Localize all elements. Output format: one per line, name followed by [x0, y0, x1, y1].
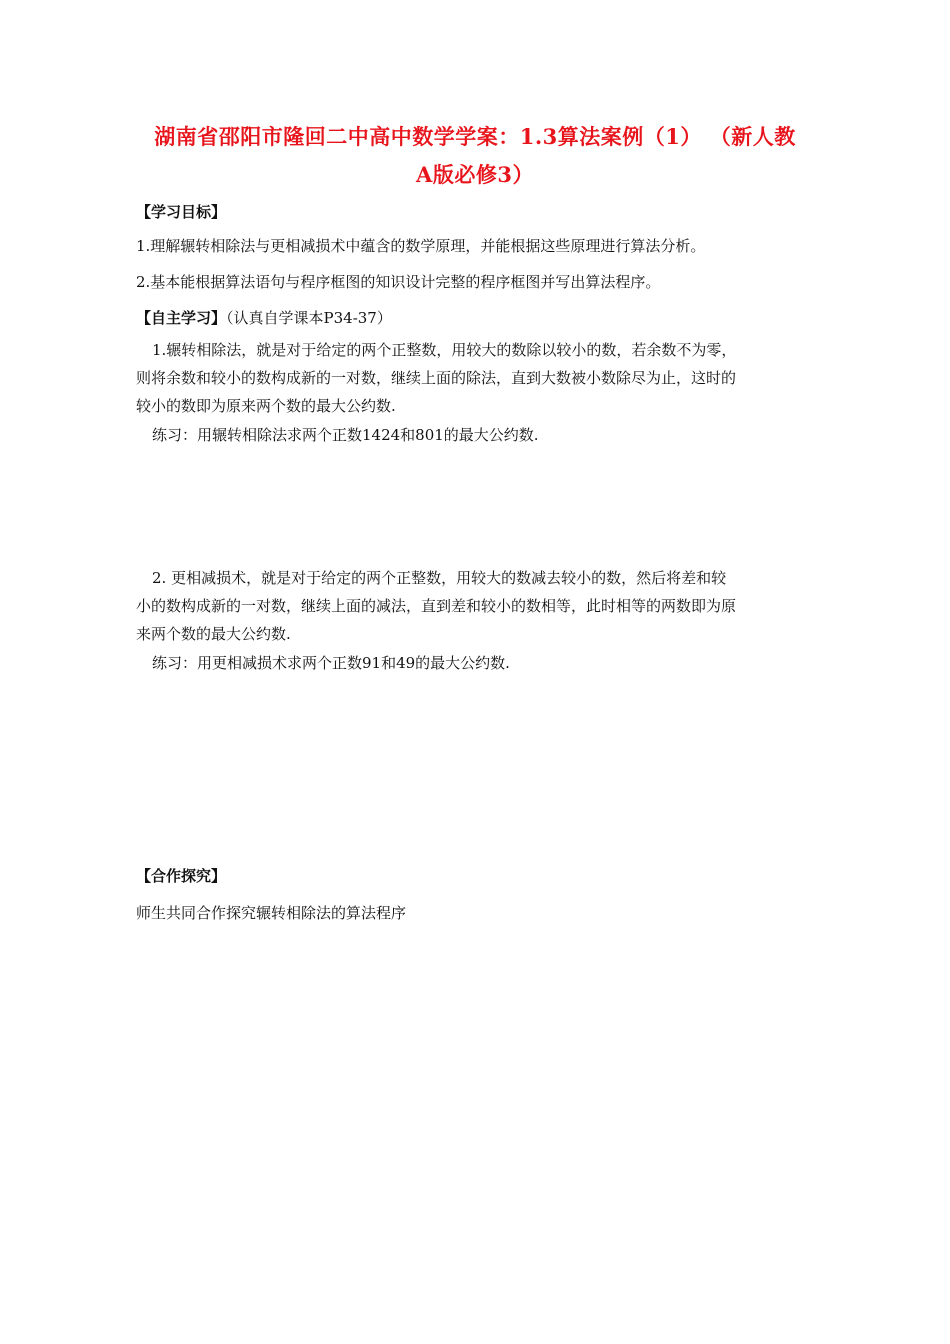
cooperation-text: 师生共同合作探究辗转相除法的算法程序: [136, 904, 407, 922]
exercise-1: 练习：用辗转相除法求两个正数1424和801的最大公约数.: [152, 426, 539, 444]
self-study-heading-text: 【自主学习】: [136, 309, 227, 327]
goal-item-2: 2.基本能根据算法语句与程序框图的知识设计完整的程序框图并写出算法程序。: [136, 273, 661, 291]
paragraph-1-line-1: 1.辗转相除法，就是对于给定的两个正整数，用较大的数除以较小的数，若余数不为零，: [152, 341, 737, 359]
section-heading-cooperation: 【合作探究】: [136, 867, 227, 885]
goal-item-1: 1.理解辗转相除法与更相减损术中蕴含的数学原理，并能根据这些原理进行算法分析。: [136, 237, 706, 255]
self-study-note: （认真自学课本P34-37）: [226, 309, 392, 327]
paragraph-1-line-3: 较小的数即为原来两个数的最大公约数.: [136, 397, 396, 415]
paragraph-1-line-2: 则将余数和较小的数构成新的一对数，继续上面的除法，直到大数被小数除尽为止，这时的: [136, 369, 737, 387]
exercise-2: 练习：用更相减损术求两个正数91和49的最大公约数.: [152, 654, 510, 672]
section-heading-self-study: [136, 308, 816, 328]
document-title-line-1: 湖南省邵阳市隆回二中高中数学学案：1.3算法案例（1） （新人教: [154, 124, 796, 149]
paragraph-2-line-1: 2. 更相减损术，就是对于给定的两个正整数，用较大的数减去较小的数，然后将差和较: [152, 569, 727, 587]
section-heading-goals: 【学习目标】: [136, 203, 227, 221]
paragraph-2-line-2: 小的数构成新的一对数，继续上面的减法，直到差和较小的数相等，此时相等的两数即为原: [136, 597, 737, 615]
paragraph-2-line-3: 来两个数的最大公约数.: [136, 625, 291, 643]
document-title-line-2: A版必修3）: [416, 162, 534, 187]
